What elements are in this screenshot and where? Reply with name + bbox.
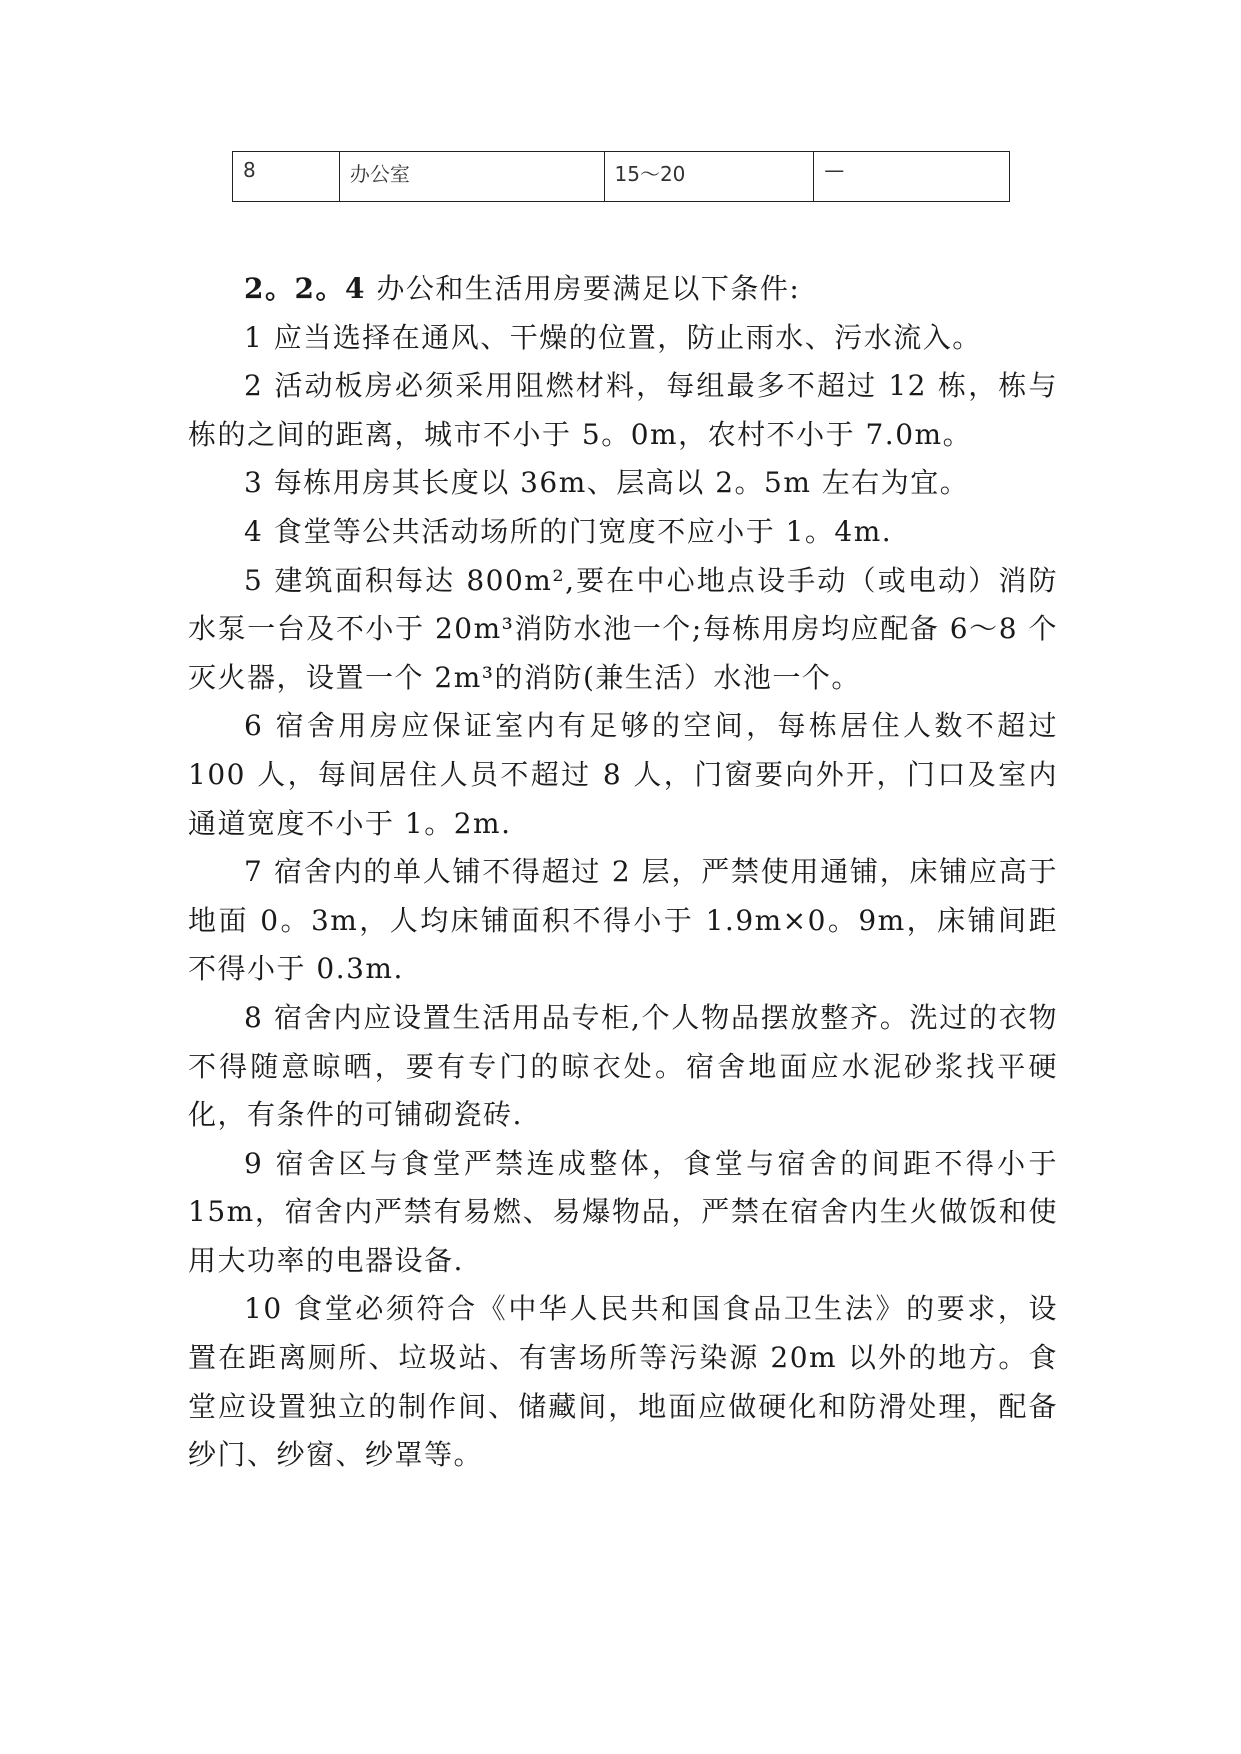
list-item: 8 宿舍内应设置生活用品专柜,个人物品摆放整齐。洗过的衣物不得随意晾晒，要有专门的晾衣处。宿舍地面应水泥砂浆找平硬化，有条件的可铺砌瓷砖.: [188, 1000, 1058, 1132]
list-item: 2 活动板房必须采用阻燃材料，每组最多不超过 12 栋，栋与栋的之间的距离，城市不小于 5。0m，农村不小于 7.0m。: [188, 369, 1058, 451]
list-item: 10 食堂必须符合《中华人民共和国食品卫生法》的要求，设置在距离厕所、垃圾站、有害场所等污染源 20m 以外的地方。食堂应设置独立的制作间、储藏间，地面应做硬化和防滑处理，配备纱门、纱窗、纱罩等。: [188, 1292, 1058, 1472]
table-cell-value: 15～20: [604, 152, 814, 202]
list-item: 9 宿舍区与食堂严禁连成整体，食堂与宿舍的间距不得小于 15m，宿舍内严禁有易燃、易爆物品，严禁在宿舍内生火做饭和使用大功率的电器设备.: [188, 1146, 1058, 1277]
list-item: 5 建筑面积每达 800m²,要在中心地点设手动（或电动）消防水泵一台及不小于 20m³消防水池一个;每栋用房均应配备 6～8 个灭火器，设置一个 2m³的消防(兼生活）水池一个。: [188, 563, 1058, 694]
list-item: 6 宿舍用房应保证室内有足够的空间，每栋居住人数不超过 100 人，每间居住人员不超过 8 人，门窗要向外开，门口及室内通道宽度不小于 1。2m.: [188, 709, 1058, 840]
list-item: 3 每栋用房其长度以 36m、层高以 2。5m 左右为宜。: [244, 466, 970, 500]
body-text: [188, 265, 1058, 1480]
list-item: 4 食堂等公共活动场所的门宽度不应小于 1。4m.: [244, 514, 893, 548]
table-cell-note: —: [814, 152, 1010, 202]
spec-table: [232, 151, 1010, 202]
table-row: [233, 152, 1010, 202]
section-heading: [188, 265, 1058, 314]
list-item: 1 应当选择在通风、干燥的位置，防止雨水、污水流入。: [244, 320, 982, 354]
table-cell-no: 8: [233, 152, 340, 202]
table-cell-name: 办公室: [339, 152, 604, 202]
section-number: 2。2。4: [244, 272, 366, 305]
section-title: 办公和生活用房要满足以下条件:: [365, 272, 801, 305]
list-item: 7 宿舍内的单人铺不得超过 2 层，严禁使用通铺，床铺应高于地面 0。3m，人均床铺面积不得小于 1.9m×0。9m，床铺间距不得小于 0.3m.: [188, 855, 1058, 986]
